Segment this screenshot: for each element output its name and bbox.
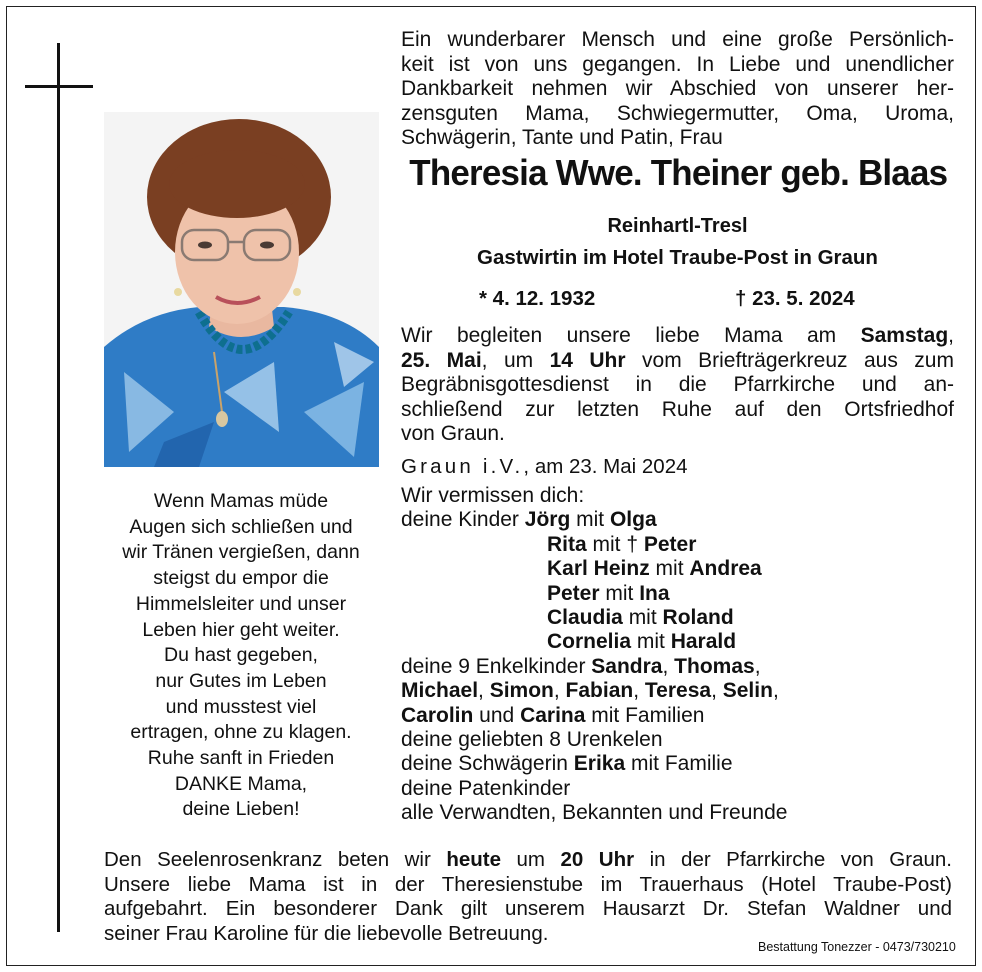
poem-line: und musstest viel (165, 695, 317, 718)
place-date (401, 455, 688, 479)
grandchildren-row (401, 679, 961, 703)
birth-date: * 4. 12. 1932 (479, 287, 596, 310)
sep: , (553, 679, 566, 703)
place-date-text: , am 23. Mai 2024 (523, 455, 688, 478)
child-row (401, 533, 961, 557)
sep: , (633, 679, 645, 703)
poem-line: steigst du empor die (153, 567, 329, 590)
place-town: Graun i.V. (401, 455, 524, 478)
service-line: schließend zur letzten Ruhe auf den Ortsfriedhof (401, 397, 954, 421)
intro-line: zensguten Mama, Schwiegermutter, Oma, Uroma, (401, 101, 954, 125)
sep: , (754, 654, 761, 678)
rosary-line: Den Seelenrosenkranz beten wir heute um 20 Uhr in der Pfarrkirche von Graun. (104, 848, 952, 871)
child-name: Karl Heinz (547, 557, 650, 581)
mit: mit (599, 581, 640, 605)
service-line: von Graun. (401, 422, 505, 445)
funeral-announcement (401, 324, 954, 447)
grandchild-name: Simon (489, 679, 554, 703)
godchildren: deine Patenkinder (401, 776, 571, 800)
grandchild-name: Fabian (565, 679, 634, 703)
sep: , (662, 654, 675, 678)
miss-you: Wir vermissen dich: (401, 484, 585, 507)
child-name: Claudia (547, 606, 623, 630)
poem-line: Ruhe sanft in Frieden (147, 747, 335, 770)
nickname: Reinhartl-Tresl (607, 215, 748, 237)
intro-line: Dankbarkeit nehmen wir Abschied von unserer her- (401, 77, 954, 101)
mit: mit (570, 508, 610, 532)
grandchildren-row (401, 655, 961, 679)
child-row (401, 557, 961, 581)
grandchildren-row (401, 704, 961, 728)
great-grandchildren: deine geliebten 8 Urenkelen (401, 728, 663, 752)
occupation: Gastwirtin im Hotel Traube-Post in Graun (477, 246, 878, 269)
grandchild-name: Carina (520, 703, 586, 727)
und: und (473, 703, 521, 727)
intro-line: Schwägerin, Tante und Patin, Frau (401, 126, 723, 150)
intro-line: Ein wunderbarer Mensch und eine große Persönlich- (401, 28, 954, 51)
poem-line: Du hast gegeben, (164, 644, 318, 667)
grandchild-name: Sandra (591, 654, 663, 678)
poem-line: Augen sich schließen und (129, 515, 353, 538)
child-row (401, 606, 961, 630)
mit: mit (649, 557, 690, 581)
mit: mit (631, 630, 671, 654)
rosary-line: seiner Frau Karoline für die liebevolle Betreuung. (104, 921, 549, 945)
grandchild-name: Teresa (644, 679, 712, 703)
partner-name: Andrea (689, 557, 762, 581)
service-line: Begräbnisgottesdienst in die Pfarrkirche und an- (401, 373, 954, 396)
children-prefix: deine Kinder (401, 508, 525, 532)
mourners-list (401, 484, 961, 826)
partner-name: Harald (670, 630, 737, 654)
partner-name: Peter (643, 532, 697, 556)
mit: mit (622, 606, 663, 630)
partner-name: Ina (639, 581, 670, 605)
poem (100, 489, 382, 823)
sister-in-law-row (401, 752, 961, 776)
deceased-name: Theresia Wwe. Theiner geb. Blaas (409, 152, 948, 193)
grandchildren-prefix: deine 9 Enkelkinder (401, 654, 592, 678)
grandchild-name: Michael (401, 679, 479, 703)
poem-line: Leben hier geht weiter. (142, 618, 340, 641)
child-row (401, 630, 961, 654)
poem-line: Himmelsleiter und unser (135, 592, 347, 615)
child-row (401, 582, 961, 606)
intro-text (401, 28, 954, 151)
sister-in-law-name: Erika (573, 752, 626, 776)
partner-name: Roland (662, 606, 734, 630)
prefix: deine Schwägerin (401, 752, 574, 776)
relatives: alle Verwandten, Bekannten und Freunde (401, 801, 788, 825)
service-line: 25. Mai, um 14 Uhr vom Briefträgerkreuz aus zum (401, 348, 954, 372)
portrait-photo (104, 112, 379, 467)
sep: , (478, 679, 490, 703)
service-line: Wir begleiten unsere liebe Mama am Samstag, (401, 324, 954, 347)
poem-line: nur Gutes im Leben (155, 669, 327, 692)
rosary-line: aufgebahrt. Ein besonderer Dank gilt unserem Hausarzt Dr. Stefan Waldner und (104, 897, 952, 921)
child-row (401, 508, 961, 532)
rosary-line: Unsere liebe Mama ist in der Theresienstube im Trauerhaus (Hotel Traube-Post) (104, 872, 952, 896)
poem-line: wir Tränen vergießen, dann (122, 541, 360, 564)
poem-line: Wenn Mamas müde (153, 490, 329, 512)
child-name: Jörg (524, 508, 571, 532)
child-name: Rita (547, 532, 587, 556)
grandchild-name: Carolin (401, 703, 474, 727)
poem-line: ertragen, ohne zu klagen. (130, 721, 352, 744)
sep: , (772, 679, 779, 703)
death-date: † 23. 5. 2024 (735, 287, 855, 310)
cross-icon-bar (25, 85, 93, 88)
child-name: Cornelia (547, 630, 632, 654)
cross-icon (57, 43, 60, 932)
mit: mit † (586, 532, 644, 556)
intro-line: keit ist von uns gegangen. In Liebe und unendlicher (401, 52, 954, 76)
grandchild-name: Selin (722, 679, 773, 703)
grandchild-name: Thomas (674, 654, 755, 678)
child-name: Peter (547, 581, 600, 605)
poem-line: DANKE Mama, (174, 772, 308, 795)
suffix: mit Familien (585, 703, 705, 727)
funeral-home-footer: Bestattung Tonezzer - 0473/730210 (758, 940, 956, 954)
partner-name: Olga (609, 508, 657, 532)
suffix: mit Familie (625, 752, 733, 776)
sep: , (711, 679, 723, 703)
rosary-notice (104, 848, 952, 946)
poem-line: deine Lieben! (182, 798, 300, 821)
